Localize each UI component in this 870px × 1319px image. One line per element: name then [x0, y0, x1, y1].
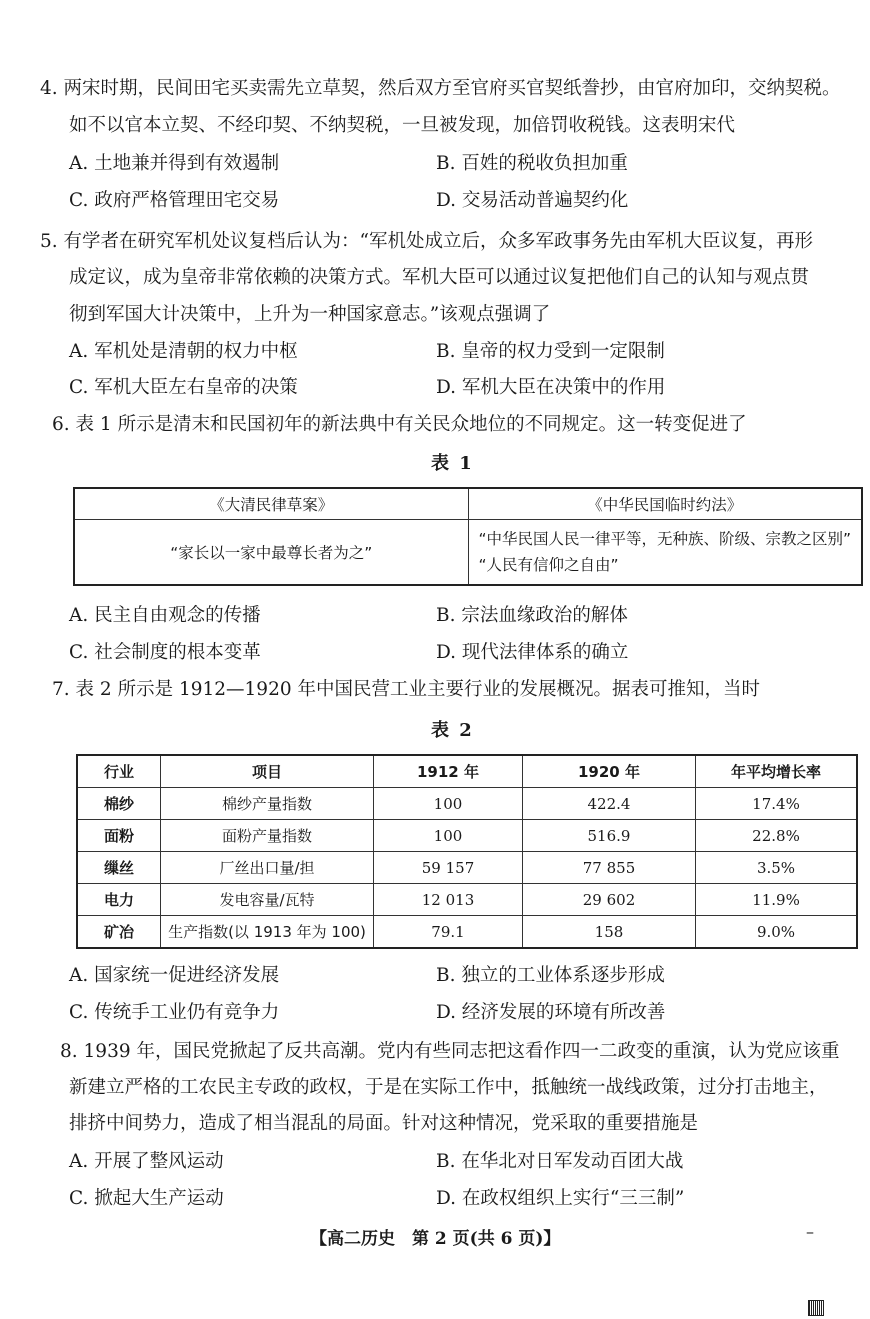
q5-stem-line1: 5. 有学者在研究军机处议复档后认为：“军机处成立后，众多军政事务先由军机大臣议复，再形 — [40, 231, 813, 252]
table-row — [77, 884, 857, 916]
q6-stem: 6. 表 1 所示是清末和民国初年的新法典中有关民众地位的不同规定。这一转变促进了 — [52, 414, 747, 435]
table2-cell-growth: 22.8% — [696, 820, 858, 852]
table2-cell-1912: 79.1 — [374, 916, 523, 949]
table-row — [77, 916, 857, 949]
q4-option-c: C. 政府严格管理田宅交易 — [69, 190, 280, 211]
table-row — [77, 852, 857, 884]
table2-cell-1920: 158 — [523, 916, 696, 949]
q6-option-d: D. 现代法律体系的确立 — [436, 642, 629, 663]
table2-cell-item: 发电容量/瓦特 — [161, 884, 374, 916]
table2-header-growth: 年平均增长率 — [696, 755, 858, 788]
table2-cell-item: 面粉产量指数 — [161, 820, 374, 852]
q5-option-b: B. 皇帝的权力受到一定限制 — [436, 341, 665, 362]
table1-body-right — [468, 520, 862, 586]
q4-option-d: D. 交易活动普遍契约化 — [436, 190, 629, 211]
q5-option-d: D. 军机大臣在决策中的作用 — [436, 377, 666, 398]
table2-cell-item: 生产指数(以 1913 年为 100) — [161, 916, 374, 949]
q8-option-d: D. 在政权组织上实行“三三制” — [436, 1188, 685, 1209]
table2-cell-growth: 11.9% — [696, 884, 858, 916]
table2-cell-item: 棉纱产量指数 — [161, 788, 374, 820]
table1-header-right: 《中华民国临时约法》 — [468, 488, 862, 520]
q7-option-d: D. 经济发展的环境有所改善 — [436, 1002, 666, 1023]
table2-caption: 表 2 — [431, 720, 474, 741]
table2-cell-growth: 3.5% — [696, 852, 858, 884]
q5-stem-line2: 成定议，成为皇帝非常依赖的决策方式。军机大臣可以通过议复把他们自己的认知与观点贯 — [69, 267, 810, 288]
q8-stem-line1: 8. 1939 年，国民党掀起了反共高潮。党内有些同志把这看作四一二政变的重演，认为党应该重 — [60, 1041, 840, 1062]
q8-stem-line2: 新建立严格的工农民主专政的政权，于是在实际工作中，抵触统一战线政策，过分打击地主， — [69, 1077, 828, 1098]
q8-stem-line3: 排挤中间势力，造成了相当混乱的局面。针对这种情况，党采取的重要措施是 — [69, 1113, 699, 1134]
table2-cell-item: 厂丝出口量/担 — [161, 852, 374, 884]
q4-stem-line1: 4. 两宋时期，民间田宅买卖需先立草契，然后双方至官府买官契纸誊抄，由官府加印，交纳契税。 — [40, 78, 841, 99]
q6-option-b: B. 宗法血缘政治的解体 — [436, 605, 628, 626]
q4-option-a: A. 土地兼并得到有效遏制 — [69, 153, 280, 174]
table1-body-right-line1: “中华民国人民一律平等，无种族、阶级、宗教之区别” — [478, 530, 852, 548]
table2-cell-industry: 面粉 — [77, 820, 161, 852]
qr-code-icon — [808, 1300, 824, 1316]
table2-cell-industry: 棉纱 — [77, 788, 161, 820]
q7-option-b: B. 独立的工业体系逐步形成 — [436, 965, 665, 986]
table2-header-1920: 1920 年 — [523, 755, 696, 788]
q7-stem: 7. 表 2 所示是 1912—1920 年中国民营工业主要行业的发展概况。据表可推知，当时 — [52, 679, 760, 700]
q4-stem-line2: 如不以官本立契、不经印契、不纳契税，一旦被发现，加倍罚收税钱。这表明宋代 — [69, 115, 736, 136]
table2-header-item: 项目 — [161, 755, 374, 788]
table1-body-left: “家长以一家中最尊长者为之” — [74, 520, 468, 586]
q8-option-a: A. 开展了整风运动 — [69, 1151, 224, 1172]
table2-cell-1920: 422.4 — [523, 788, 696, 820]
q5-stem-line3: 彻到军国大计决策中，上升为一种国家意志。”该观点强调了 — [69, 304, 551, 325]
table2-cell-industry: 电力 — [77, 884, 161, 916]
table2-cell-1912: 100 — [374, 788, 523, 820]
q5-option-c: C. 军机大臣左右皇帝的决策 — [69, 377, 298, 398]
table-row — [77, 788, 857, 820]
table2-cell-1920: 29 602 — [523, 884, 696, 916]
table1-body-right-line2: “人民有信仰之自由” — [478, 556, 619, 574]
table1 — [73, 487, 863, 586]
table2-cell-industry: 缫丝 — [77, 852, 161, 884]
table1-caption: 表 1 — [431, 453, 474, 474]
footer-dash: – — [806, 1222, 814, 1241]
table2-cell-1920: 516.9 — [523, 820, 696, 852]
table2-cell-growth: 9.0% — [696, 916, 858, 949]
q6-option-a: A. 民主自由观念的传播 — [69, 605, 261, 626]
table2-cell-1912: 100 — [374, 820, 523, 852]
q4-option-b: B. 百姓的税收负担加重 — [436, 153, 628, 174]
table2-cell-1920: 77 855 — [523, 852, 696, 884]
table2-cell-growth: 17.4% — [696, 788, 858, 820]
table1-header-left: 《大清民律草案》 — [74, 488, 468, 520]
table2-header-row — [77, 755, 857, 788]
table2-cell-industry: 矿冶 — [77, 916, 161, 949]
q5-option-a: A. 军机处是清朝的权力中枢 — [69, 341, 298, 362]
q8-option-c: C. 掀起大生产运动 — [69, 1188, 224, 1209]
table2-cell-1912: 12 013 — [374, 884, 523, 916]
table2 — [76, 754, 858, 949]
table-row — [77, 820, 857, 852]
table2-header-1912: 1912 年 — [374, 755, 523, 788]
q8-option-b: B. 在华北对日军发动百团大战 — [436, 1151, 684, 1172]
q6-option-c: C. 社会制度的根本变革 — [69, 642, 261, 663]
table2-header-industry: 行业 — [77, 755, 161, 788]
table2-cell-1912: 59 157 — [374, 852, 523, 884]
page-footer: 【高二历史 第 2 页(共 6 页)】 — [310, 1229, 561, 1249]
q7-option-c: C. 传统手工业仍有竞争力 — [69, 1002, 280, 1023]
q7-option-a: A. 国家统一促进经济发展 — [69, 965, 280, 986]
